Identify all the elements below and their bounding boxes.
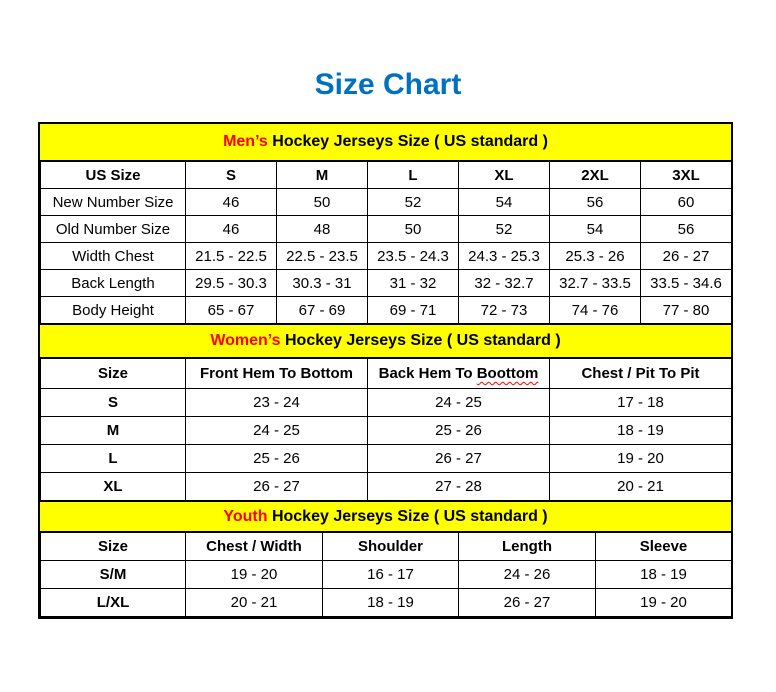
row-label: Old Number Size bbox=[41, 216, 186, 243]
cell-value: 25 - 26 bbox=[186, 445, 368, 473]
row-label: L/XL bbox=[41, 589, 186, 617]
table-row bbox=[41, 189, 732, 216]
cell-value: 46 bbox=[186, 189, 277, 216]
mens-size-table bbox=[40, 161, 732, 324]
table-row bbox=[41, 243, 732, 270]
womens-section-header bbox=[40, 324, 731, 358]
cell-value: 19 - 20 bbox=[596, 589, 732, 617]
cell-value: 46 bbox=[186, 216, 277, 243]
col-header: Chest / Width bbox=[186, 533, 323, 561]
table-row bbox=[41, 270, 732, 297]
youth-header-label: Hockey Jerseys Size ( US standard ) bbox=[267, 507, 548, 525]
col-header: US Size bbox=[41, 162, 186, 189]
cell-value: 54 bbox=[459, 189, 550, 216]
cell-value: 74 - 76 bbox=[550, 297, 641, 324]
row-label: New Number Size bbox=[41, 189, 186, 216]
row-label: L bbox=[41, 445, 186, 473]
cell-value: 19 - 20 bbox=[186, 561, 323, 589]
col-header: Size bbox=[41, 359, 186, 389]
row-label: M bbox=[41, 417, 186, 445]
youth-header-row bbox=[41, 533, 732, 561]
cell-value: 50 bbox=[368, 216, 459, 243]
cell-value: 52 bbox=[368, 189, 459, 216]
youth-size-table bbox=[40, 532, 732, 617]
mens-highlight-label: Men’s bbox=[223, 133, 268, 150]
cell-value: 20 - 21 bbox=[550, 473, 732, 501]
cell-value: 23 - 24 bbox=[186, 389, 368, 417]
cell-value: 24 - 25 bbox=[186, 417, 368, 445]
row-label: Body Height bbox=[41, 297, 186, 324]
col-header: Chest / Pit To Pit bbox=[550, 359, 732, 389]
page-title: Size Chart bbox=[314, 68, 462, 101]
table-row bbox=[41, 389, 732, 417]
table-row bbox=[41, 216, 732, 243]
cell-value: 17 - 18 bbox=[550, 389, 732, 417]
table-row bbox=[41, 589, 732, 617]
cell-value: 54 bbox=[550, 216, 641, 243]
cell-value: 23.5 - 24.3 bbox=[368, 243, 459, 270]
cell-value: 56 bbox=[641, 216, 732, 243]
table-row bbox=[41, 417, 732, 445]
mens-section-header bbox=[40, 124, 731, 161]
col-header: Size bbox=[41, 533, 186, 561]
cell-value: 26 - 27 bbox=[459, 589, 596, 617]
womens-header-row bbox=[41, 359, 732, 389]
cell-value: 33.5 - 34.6 bbox=[641, 270, 732, 297]
cell-value: 27 - 28 bbox=[368, 473, 550, 501]
col-header: Length bbox=[459, 533, 596, 561]
misspelled-word: Boottom bbox=[476, 365, 539, 382]
cell-value: 52 bbox=[459, 216, 550, 243]
col-header: Front Hem To Bottom bbox=[186, 359, 368, 389]
col-header: Sleeve bbox=[596, 533, 732, 561]
cell-value: 67 - 69 bbox=[277, 297, 368, 324]
cell-value: 30.3 - 31 bbox=[277, 270, 368, 297]
cell-value: 24.3 - 25.3 bbox=[459, 243, 550, 270]
table-row bbox=[41, 297, 732, 324]
cell-value: 18 - 19 bbox=[323, 589, 459, 617]
col-header-text: Back Hem To bbox=[378, 365, 477, 382]
cell-value: 24 - 26 bbox=[459, 561, 596, 589]
cell-value: 18 - 19 bbox=[596, 561, 732, 589]
womens-size-table bbox=[40, 358, 732, 501]
cell-value: 48 bbox=[277, 216, 368, 243]
cell-value: 18 - 19 bbox=[550, 417, 732, 445]
cell-value: 60 bbox=[641, 189, 732, 216]
cell-value: 77 - 80 bbox=[641, 297, 732, 324]
cell-value: 25.3 - 26 bbox=[550, 243, 641, 270]
row-label: Back Length bbox=[41, 270, 186, 297]
youth-highlight-label: Youth bbox=[223, 507, 268, 525]
cell-value: 32 - 32.7 bbox=[459, 270, 550, 297]
row-label: S/M bbox=[41, 561, 186, 589]
col-header: 2XL bbox=[550, 162, 641, 189]
cell-value: 22.5 - 23.5 bbox=[277, 243, 368, 270]
col-header: M bbox=[277, 162, 368, 189]
col-header: S bbox=[186, 162, 277, 189]
cell-value: 24 - 25 bbox=[368, 389, 550, 417]
cell-value: 26 - 27 bbox=[641, 243, 732, 270]
col-header: L bbox=[368, 162, 459, 189]
cell-value: 72 - 73 bbox=[459, 297, 550, 324]
cell-value: 25 - 26 bbox=[368, 417, 550, 445]
womens-header-label: Hockey Jerseys Size ( US standard ) bbox=[280, 332, 561, 349]
cell-value: 56 bbox=[550, 189, 641, 216]
cell-value: 19 - 20 bbox=[550, 445, 732, 473]
cell-value: 26 - 27 bbox=[368, 445, 550, 473]
col-header bbox=[368, 359, 550, 389]
mens-header-label: Hockey Jerseys Size ( US standard ) bbox=[267, 133, 548, 150]
row-label: XL bbox=[41, 473, 186, 501]
cell-value: 20 - 21 bbox=[186, 589, 323, 617]
cell-value: 26 - 27 bbox=[186, 473, 368, 501]
cell-value: 31 - 32 bbox=[368, 270, 459, 297]
col-header: XL bbox=[459, 162, 550, 189]
cell-value: 50 bbox=[277, 189, 368, 216]
cell-value: 65 - 67 bbox=[186, 297, 277, 324]
size-chart-table bbox=[38, 122, 733, 619]
mens-header-row bbox=[41, 162, 732, 189]
row-label: S bbox=[41, 389, 186, 417]
table-row bbox=[41, 445, 732, 473]
womens-highlight-label: Women’s bbox=[210, 332, 281, 349]
col-header: 3XL bbox=[641, 162, 732, 189]
col-header: Shoulder bbox=[323, 533, 459, 561]
cell-value: 69 - 71 bbox=[368, 297, 459, 324]
row-label: Width Chest bbox=[41, 243, 186, 270]
cell-value: 16 - 17 bbox=[323, 561, 459, 589]
table-row bbox=[41, 473, 732, 501]
cell-value: 21.5 - 22.5 bbox=[186, 243, 277, 270]
cell-value: 29.5 - 30.3 bbox=[186, 270, 277, 297]
cell-value: 32.7 - 33.5 bbox=[550, 270, 641, 297]
youth-section-header bbox=[40, 501, 731, 532]
table-row bbox=[41, 561, 732, 589]
